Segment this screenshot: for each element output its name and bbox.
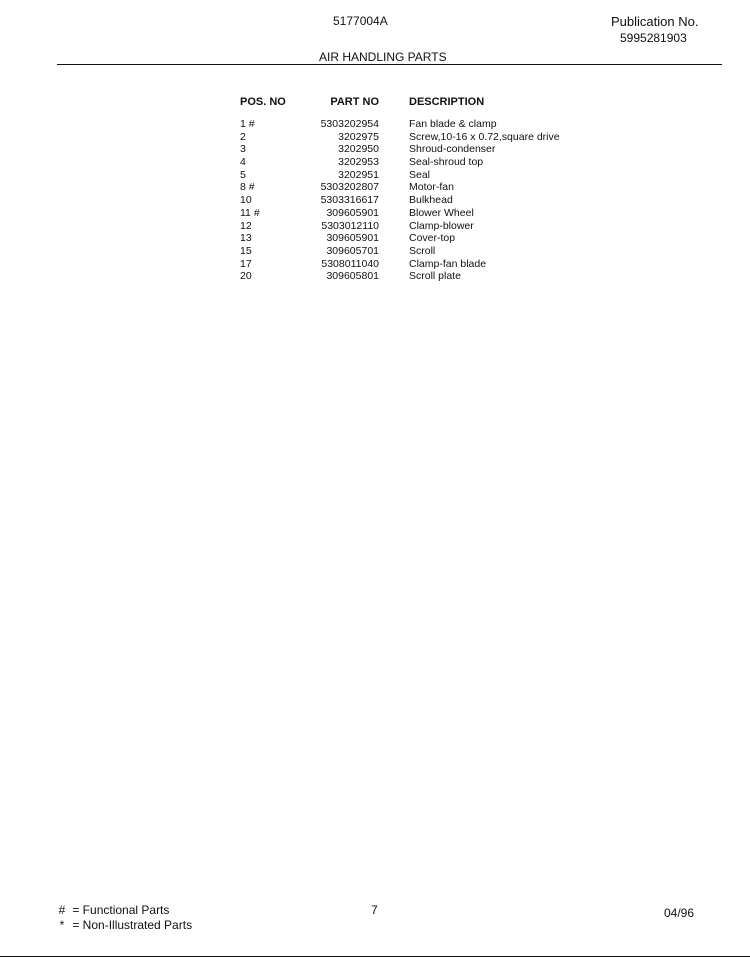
pos-cell: 10: [240, 194, 252, 207]
pos-cell: 13: [240, 232, 252, 245]
description-cell: Motor-fan: [409, 181, 454, 194]
pos-cell: 17: [240, 257, 252, 270]
table-row: [240, 270, 620, 283]
part-cell: 3202950: [338, 143, 379, 156]
column-header-description: DESCRIPTION: [409, 96, 485, 108]
table-row: [240, 156, 620, 169]
part-cell: 5303316617: [320, 194, 379, 207]
description-cell: Fan blade & clamp: [409, 118, 497, 130]
description-cell: Screw,10-16 x 0.72,square drive: [409, 130, 560, 143]
footer-divider: [0, 956, 750, 957]
page-number: 7: [371, 903, 378, 917]
part-cell: 309605901: [326, 206, 379, 219]
pos-cell: 8 #: [240, 181, 255, 194]
part-cell: 309605701: [326, 244, 379, 257]
section-title: AIR HANDLING PARTS: [319, 50, 447, 64]
revision-date: 04/96: [664, 906, 695, 920]
pos-cell: 20: [240, 270, 252, 283]
part-cell: 3202951: [338, 168, 379, 181]
part-cell: 5308011040: [321, 257, 379, 270]
table-row: [240, 245, 620, 258]
table-row: [240, 118, 620, 131]
legend-item-functional: [55, 903, 192, 918]
publication-number: 5995281903: [620, 31, 687, 45]
table-row: [240, 181, 620, 194]
table-row: [240, 207, 620, 220]
pos-cell: 15: [240, 244, 252, 257]
table-row: [240, 258, 620, 271]
table-row: [240, 220, 620, 233]
legend-text: = Non-Illustrated Parts: [72, 918, 193, 932]
pos-cell: 2: [240, 130, 246, 143]
pos-cell: 11 #: [240, 206, 260, 219]
table-row: [240, 232, 620, 245]
part-cell: 309605801: [326, 270, 379, 283]
pos-cell: 3: [240, 143, 246, 156]
description-cell: Cover-top: [409, 232, 456, 245]
pos-cell: 1 #: [240, 118, 255, 130]
description-cell: Scroll plate: [409, 270, 461, 283]
pos-cell: 12: [240, 219, 252, 232]
description-cell: Clamp-blower: [409, 219, 474, 232]
table-row: [240, 131, 620, 144]
legend-symbol: #: [58, 903, 66, 917]
description-cell: Seal-shroud top: [409, 156, 484, 169]
pos-cell: 4: [240, 156, 246, 169]
description-cell: Shroud-condenser: [409, 143, 496, 156]
description-cell: Seal: [409, 168, 431, 181]
publication-label: Publication No.: [611, 14, 699, 29]
part-cell: 3202975: [338, 130, 379, 143]
table-header: [240, 96, 620, 118]
part-cell: 3202953: [338, 156, 379, 169]
column-header-pos: POS. NO: [240, 96, 286, 108]
part-cell: 309605901: [326, 232, 379, 245]
parts-table: [240, 96, 620, 283]
part-cell: 5303202954: [320, 118, 379, 130]
description-cell: Bulkhead: [409, 194, 453, 207]
part-cell: 5303012110: [321, 219, 379, 232]
part-cell: 5303202807: [320, 181, 379, 194]
legend-item-non-illustrated: [55, 918, 192, 933]
description-cell: Blower Wheel: [409, 206, 474, 219]
legend-text: = Functional Parts: [72, 903, 170, 917]
legend: [55, 903, 192, 933]
model-number: 5177004A: [333, 14, 388, 28]
column-header-part: PART NO: [330, 96, 379, 108]
description-cell: Scroll: [409, 244, 436, 257]
table-row: [240, 169, 620, 182]
table-row: [240, 194, 620, 207]
table-row: [240, 143, 620, 156]
legend-symbol: *: [59, 918, 65, 932]
header-divider: [57, 64, 722, 65]
description-cell: Clamp-fan blade: [409, 257, 487, 270]
pos-cell: 5: [240, 168, 246, 181]
